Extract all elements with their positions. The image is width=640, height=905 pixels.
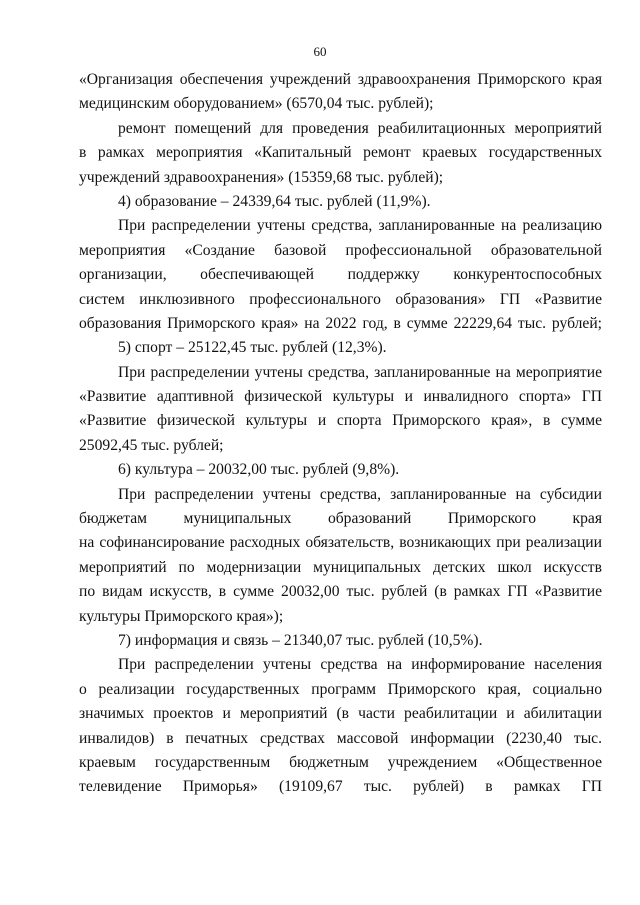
text-line: мероприятия «Создание базовой профессиональной образовательной — [79, 241, 602, 259]
text-line: 5) спорт – 25122,45 тыс. рублей (12,3%). — [118, 339, 387, 357]
text-line: учреждений здравоохранения» (15359,68 тыс. рублей); — [79, 168, 444, 186]
page-number: 60 — [313, 44, 327, 59]
text-line: При распределении учтены средства, запланированные на мероприятие — [118, 363, 602, 381]
text-line: бюджетам муниципальных образований Приморского края — [79, 510, 602, 528]
text-line: «Организация обеспечения учреждений здравоохранения Приморского края — [79, 71, 602, 88]
text-line: телевидение Приморья» (19109,67 тыс. рублей) в рамках ГП — [79, 778, 602, 796]
text-line: 25092,45 тыс. рублей; — [79, 436, 224, 454]
text-line: мероприятий по модернизации муниципальных детских школ искусств — [79, 558, 602, 576]
text-line: «Развитие физической культуры и спорта Приморского края», в сумме — [79, 412, 602, 430]
text-line: медицинским оборудованием» (6570,04 тыс. рублей); — [79, 95, 434, 113]
text-line: о реализации государственных программ Приморского края, социально — [79, 680, 602, 698]
text-line: систем инклюзивного профессионального образования» ГП «Развитие — [79, 290, 602, 308]
text-line: образования Приморского края» на 2022 год, в сумме 22229,64 тыс. рублей; — [79, 314, 602, 332]
text-line: При распределении учтены средства, запланированные на субсидии — [118, 485, 602, 503]
text-line: При распределении учтены средства, запланированные на реализацию — [118, 217, 602, 235]
text-line: значимых проектов и мероприятий (в части реабилитации и абилитации — [79, 705, 602, 723]
text-line: «Развитие адаптивной физической культуры и инвалидного спорта» ГП — [79, 388, 602, 406]
text-line: 6) культура – 20032,00 тыс. рублей (9,8%). — [118, 461, 400, 479]
text-line: 7) информация и связь – 21340,07 тыс. рублей (10,5%). — [118, 631, 483, 649]
text-line: в рамках мероприятия «Капитальный ремонт краевых государственных — [79, 144, 602, 162]
text-line: культуры Приморского края»); — [79, 607, 284, 625]
text-line: При распределении учтены средства на информирование населения — [118, 656, 602, 674]
text-line: краевым государственным бюджетным учреждением «Общественное — [79, 753, 602, 771]
text-line: организации, обеспечивающей поддержку конкурентоспособных — [79, 266, 602, 284]
body-text — [79, 68, 602, 800]
text-line: 4) образование – 24339,64 тыс. рублей (11,9%). — [118, 192, 431, 210]
text-line: инвалидов) в печатных средствах массовой информации (2230,40 тыс. — [79, 729, 602, 747]
text-line: ремонт помещений для проведения реабилитационных мероприятий — [118, 119, 602, 137]
text-line: по видам искусств, в сумме 20032,00 тыс. рублей (в рамках ГП «Развитие — [79, 583, 602, 601]
text-line: на софинансирование расходных обязательств, возникающих при реализации — [79, 534, 602, 552]
